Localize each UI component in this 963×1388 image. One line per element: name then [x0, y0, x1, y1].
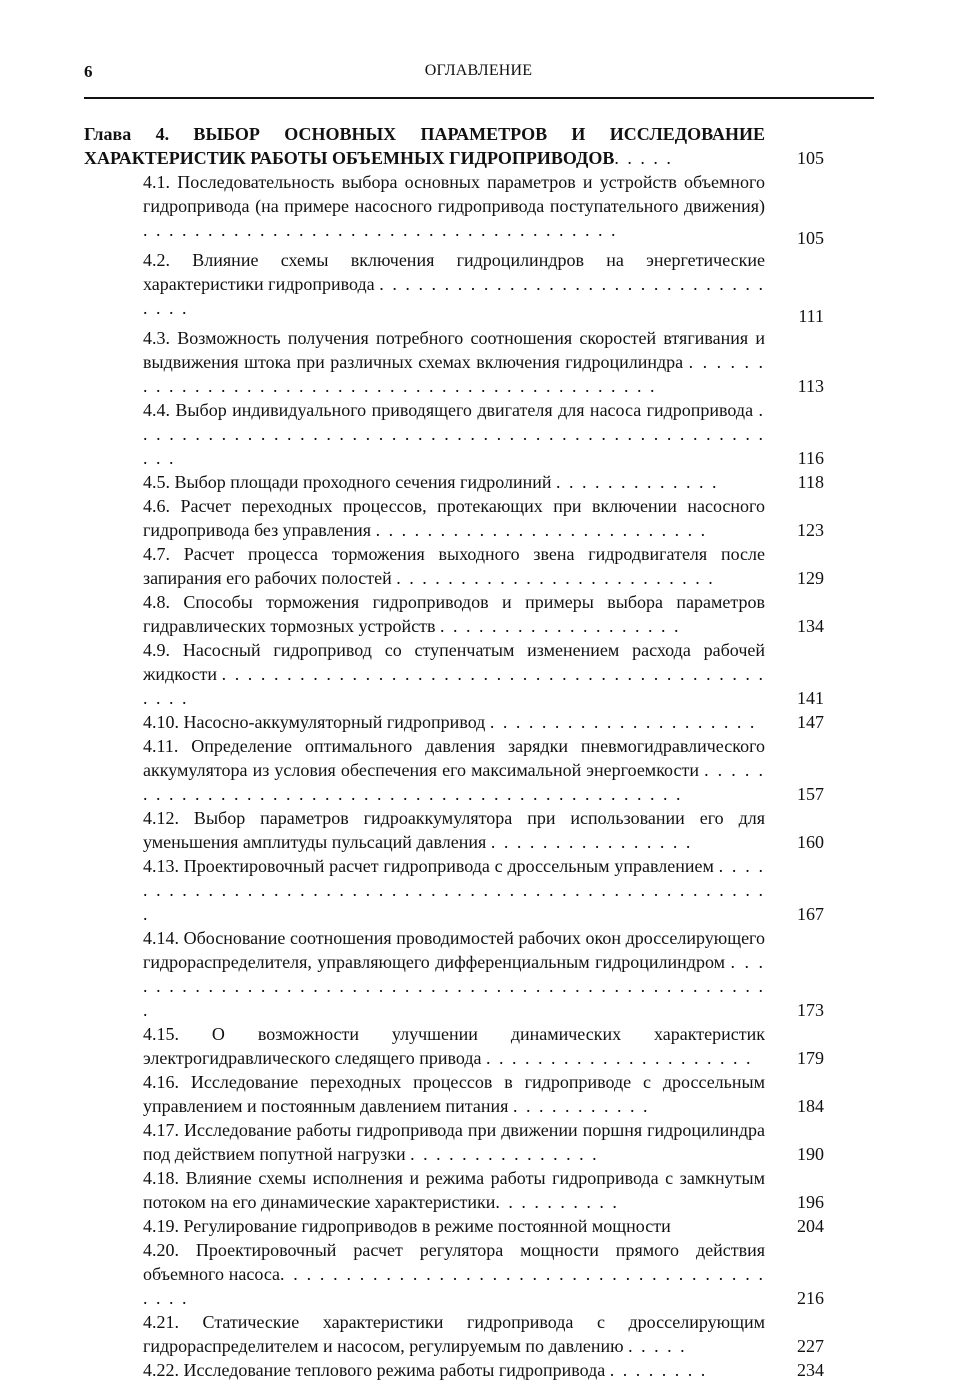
toc-leader-dots: . . . . . . . . . . [495, 1192, 619, 1212]
toc-entry-title: 4.3. Возможность получения потребного соотношения скоростей втягивания и выдвижения штока при различных схемах включения гидроцилиндра [143, 328, 765, 372]
toc-entry-title: 4.16. Исследование переходных процессов в гидроприводе с дроссельным управлением и постоянным давлением питания [143, 1072, 765, 1116]
toc-entry-4-2 [84, 248, 824, 326]
toc-page-number: 216 [797, 1288, 824, 1308]
toc-leader-dots: . . . . . . . . . . . . . . . . . . . . . [489, 712, 757, 732]
toc-entry-title: 4.13. Проектировочный расчет гидропривода с дроссельным управлением [143, 856, 714, 876]
toc-entry-title: 4.15. О возможности улучшении динамических характеристик электрогидравлического следящего привода [143, 1024, 765, 1068]
toc-entry-4-19 [84, 1214, 824, 1238]
toc-entry-4-8 [84, 590, 824, 638]
toc-entry-4-11 [84, 734, 824, 806]
toc-entry-title: 4.20. Проектировочный расчет регулятора мощности прямого действия объемного насоса [143, 1240, 765, 1284]
toc-leader-dots: . . . . . . . . . . . . . . . . . . . . . . . . . . . . . . . . . . . . . [143, 220, 618, 240]
toc-entry-title: 4.14. Обоснование соотношения проводимостей рабочих окон дросселирующего гидрораспределителя, управляющего дифференциальным гидроцилиндром [143, 928, 765, 972]
toc-entry-4-17 [84, 1118, 824, 1166]
toc-entry-title: 4.19. Регулирование гидроприводов в режиме постоянной мощности [143, 1216, 671, 1236]
toc-leader-dots: . . . . . [614, 148, 673, 168]
toc-entry-title: 4.9. Насосный гидропривод со ступенчатым изменением расхода рабочей жидкости [143, 640, 765, 684]
toc-entry-title: 4.10. Насосно-аккумуляторный гидропривод [143, 712, 486, 732]
toc-page-number: 111 [798, 306, 824, 326]
toc-page-number: 113 [797, 376, 824, 396]
toc-page-number: 118 [797, 472, 824, 492]
toc-page-number: 157 [797, 784, 824, 804]
toc-entry-title: 4.6. Расчет переходных процессов, протекающих при включении насосного гидропривода без управления [143, 496, 765, 540]
toc-page-number: 134 [797, 616, 824, 636]
toc-entry-4-18 [84, 1166, 824, 1214]
table-of-contents [84, 122, 824, 1382]
toc-entry-4-15 [84, 1022, 824, 1070]
toc-entry-title: 4.4. Выбор индивидуального приводящего двигателя для насоса гидропривода [143, 400, 754, 420]
running-title: ОГЛАВЛЕНИЕ [424, 62, 533, 79]
toc-entry-title: 4.5. Выбор площади проходного сечения гидролиний [143, 472, 552, 492]
toc-leader-dots: . . . . . . . . . . . . . [556, 472, 719, 492]
toc-page-number: 160 [797, 832, 824, 852]
toc-page-number: 105 [797, 148, 824, 168]
toc-leader-dots: . . . . . . . . . . . . . . . . . . . . . . . . . . . . . . . . . . . . . . . . . . . . . . . . . . . . . [143, 856, 766, 924]
toc-entry-4-22 [84, 1358, 824, 1382]
toc-page-number: 184 [797, 1096, 824, 1116]
toc-entry-title: 4.17. Исследование работы гидропривода при движении поршня гидроцилиндра под действием попутной нагрузки [143, 1120, 765, 1164]
toc-page-number: 204 [797, 1216, 824, 1236]
toc-entry-title: 4.21. Статические характеристики гидропривода с дросселирующим гидрораспределителем и насосом, регулируемым по давлению [143, 1312, 765, 1356]
toc-entry-title: 4.18. Влияние схемы исполнения и режима работы гидропривода с замкнутым потоком на его динамические характеристики [143, 1168, 765, 1212]
toc-page-number: 147 [797, 712, 824, 732]
toc-entry-4-3 [84, 326, 824, 398]
toc-leader-dots: . . . . . . . . . . . . . . . . . . . . . . . . . . . . . . . . . . . . . . . . . . . . . . . . . . . . [143, 952, 765, 1020]
toc-leader-dots: . . . . . . . . . . . . . . . . . . . . . . . . . . [375, 520, 708, 540]
toc-leader-dots: . . . . . . . . . . . . . . . . . . . . . . . . . . . . . . . . . . . . . . . . . . . . . . . [143, 760, 766, 804]
toc-entry-title: 4.7. Расчет процесса торможения выходного звена гидродвигателя после запирания его рабочих полостей [143, 544, 765, 588]
toc-entry-4-21 [84, 1310, 824, 1358]
toc-leader-dots: . . . . . . . . . . . . . . . . . . . . . . . . . [396, 568, 715, 588]
toc-entry-4-1 [84, 170, 824, 248]
toc-leader-dots: . . . . . . . . . . . . . . . . . . . . . . . . . . . . . . . . . . . . . . . . . [143, 1264, 765, 1308]
toc-page-number: 179 [797, 1048, 824, 1068]
toc-page-number: 196 [797, 1192, 824, 1212]
toc-page-number: 173 [797, 1000, 824, 1020]
toc-page-number: 129 [797, 568, 824, 588]
toc-entry-title: 4.12. Выбор параметров гидроаккумулятора при использовании его для уменьшения амплитуды пульсаций давления [143, 808, 765, 852]
toc-entry-4-20 [84, 1238, 824, 1310]
page-header [84, 62, 873, 90]
toc-page-number: 227 [797, 1336, 824, 1356]
toc-leader-dots: . . . . . . . . . . . . . . . [410, 1144, 599, 1164]
page-number: 6 [84, 62, 93, 81]
toc-page-number: 116 [797, 448, 824, 468]
toc-page-number: 105 [797, 228, 824, 248]
toc-leader-dots: . . . . . [628, 1336, 687, 1356]
toc-entry-4-13 [84, 854, 824, 926]
toc-entry-4-9 [84, 638, 824, 710]
toc-leader-dots: . . . . . . . . . . . [512, 1096, 650, 1116]
toc-entry-4-10 [84, 710, 824, 734]
toc-entry-title: Глава 4. ВЫБОР ОСНОВНЫХ ПАРАМЕТРОВ И ИССЛЕДОВАНИЕ ХАРАКТЕРИСТИК РАБОТЫ ОБЪЕМНЫХ ГИДРОПРИВОДОВ [84, 124, 765, 168]
toc-entry-4-7 [84, 542, 824, 590]
toc-leader-dots: . . . . . . . . . . . . . . . . . . . [440, 616, 681, 636]
toc-leader-dots: . . . . . . . . . . . . . . . . [490, 832, 693, 852]
toc-entry-title: 4.1. Последовательность выбора основных параметров и устройств объемного гидропривода (на примере насосного гидропривода поступательного движения) [143, 172, 765, 216]
toc-page-number: 141 [797, 688, 824, 708]
toc-entry-4-16 [84, 1070, 824, 1118]
toc-leader-dots: . . . . . . . . . . . . . . . . . . . . . . . . . . . . . . . . . . [143, 274, 766, 318]
toc-entry-4-4 [84, 398, 824, 470]
toc-leader-dots: . . . . . . . . . . . . . . . . . . . . . . . . . . . . . . . . . . . . . . . . . . . . . . . . . . . . [143, 400, 765, 468]
toc-entry-4-5 [84, 470, 824, 494]
toc-entry-title: 4.22. Исследование теплового режима работы гидропривода [143, 1360, 606, 1380]
toc-leader-dots: . . . . . . . . . . . . . . . . . . . . . [485, 1048, 753, 1068]
toc-entry-title: 4.11. Определение оптимального давления зарядки пневмогидравлического аккумулятора из условия обеспечения его максимальной энергоемкости [143, 736, 765, 780]
toc-leader-dots: . . . . . . . . [609, 1360, 708, 1380]
toc-entry-4-6 [84, 494, 824, 542]
toc-page-number: 123 [797, 520, 824, 540]
toc-entry-4-12 [84, 806, 824, 854]
toc-entry-4-14 [84, 926, 824, 1022]
toc-leader-dots: . . . . . . . . . . . . . . . . . . . . . . . . . . . . . . . . . . . . . . . . . . . . . . [143, 352, 766, 396]
toc-page-number: 190 [797, 1144, 824, 1164]
toc-chapter-4 [84, 122, 824, 170]
header-rule [84, 97, 874, 99]
toc-page-number: 167 [797, 904, 824, 924]
toc-leader-dots: . . . . . . . . . . . . . . . . . . . . . . . . . . . . . . . . . . . . . . . . . . . . . . [143, 664, 766, 708]
toc-entry-title: 4.8. Способы торможения гидроприводов и примеры выбора параметров гидравлических тормозных устройств [143, 592, 765, 636]
toc-page-number: 234 [797, 1360, 824, 1380]
toc-entry-title: 4.2. Влияние схемы включения гидроцилиндров на энергетические характеристики гидропривода [143, 250, 765, 294]
